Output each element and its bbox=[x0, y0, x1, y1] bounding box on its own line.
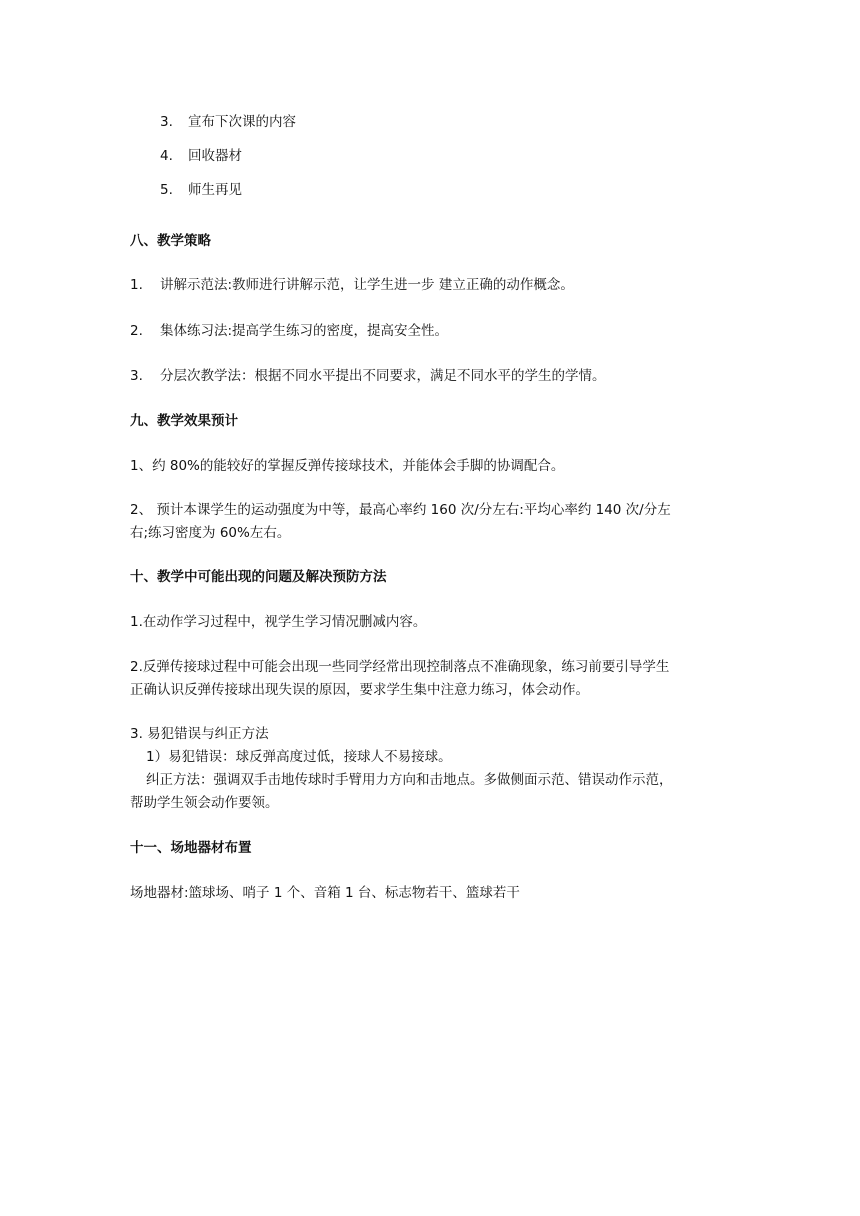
list-number: 5. bbox=[160, 182, 173, 198]
list-item bbox=[160, 180, 242, 200]
list-text: 师生再见 bbox=[188, 182, 242, 198]
paragraph-line: 帮助学生领会动作要领。 bbox=[130, 795, 279, 811]
paragraph-line: 右;练习密度为 60%左右。 bbox=[130, 525, 291, 541]
paragraph-line: 1）易犯错误：球反弹高度过低，接球人不易接球。 bbox=[146, 749, 452, 765]
paragraph-line: 2.反弹传接球过程中可能会出现一些同学经常出现控制落点不准确现象，练习前要引导学生 bbox=[130, 659, 670, 675]
paragraph-line: 正确认识反弹传接球出现失误的原因，要求学生集中注意力练习，体会动作。 bbox=[130, 682, 589, 698]
list-number: 4. bbox=[160, 148, 173, 164]
paragraph-line: 2、 预计本课学生的运动强度为中等，最高心率约 160 次/分左右:平均心率约 140 次/分左 bbox=[130, 502, 671, 518]
subheading: 3. 易犯错误与纠正方法 bbox=[130, 726, 269, 742]
paragraph: 1.在动作学习过程中，视学生学习情况删减内容。 bbox=[130, 614, 427, 630]
list-text: 集体练习法:提高学生练习的密度，提高安全性。 bbox=[160, 323, 449, 339]
list-number: 2. bbox=[130, 323, 143, 339]
list-item bbox=[160, 146, 242, 166]
list-item bbox=[130, 275, 574, 295]
list-number: 1. bbox=[130, 277, 143, 293]
list-text: 宣布下次课的内容 bbox=[188, 114, 296, 130]
list-number: 3. bbox=[130, 368, 143, 384]
list-item bbox=[160, 112, 296, 132]
list-item bbox=[130, 366, 606, 386]
paragraph: 场地器材:篮球场、哨子 1 个、音箱 1 台、标志物若干、篮球若干 bbox=[130, 885, 520, 901]
list-number: 3. bbox=[160, 114, 173, 130]
paragraph: 1、约 80%的能较好的掌握反弹传接球技术，并能体会手脚的协调配合。 bbox=[130, 458, 565, 474]
section-heading-effect: 九、教学效果预计 bbox=[130, 413, 238, 429]
list-text: 讲解示范法:教师进行讲解示范，让学生进一步 建立正确的动作概念。 bbox=[160, 277, 574, 293]
paragraph-line: 纠正方法：强调双手击地传球时手臂用力方向和击地点。多做侧面示范、错误动作示范， bbox=[146, 772, 673, 788]
list-item bbox=[130, 321, 448, 341]
section-heading-problems: 十、教学中可能出现的问题及解决预防方法 bbox=[130, 569, 387, 585]
section-heading-venue: 十一、场地器材布置 bbox=[130, 840, 252, 856]
list-text: 分层次教学法：根据不同水平提出不同要求，满足不同水平的学生的学情。 bbox=[160, 368, 606, 384]
section-heading-strategy: 八、教学策略 bbox=[130, 233, 211, 249]
list-text: 回收器材 bbox=[188, 148, 242, 164]
